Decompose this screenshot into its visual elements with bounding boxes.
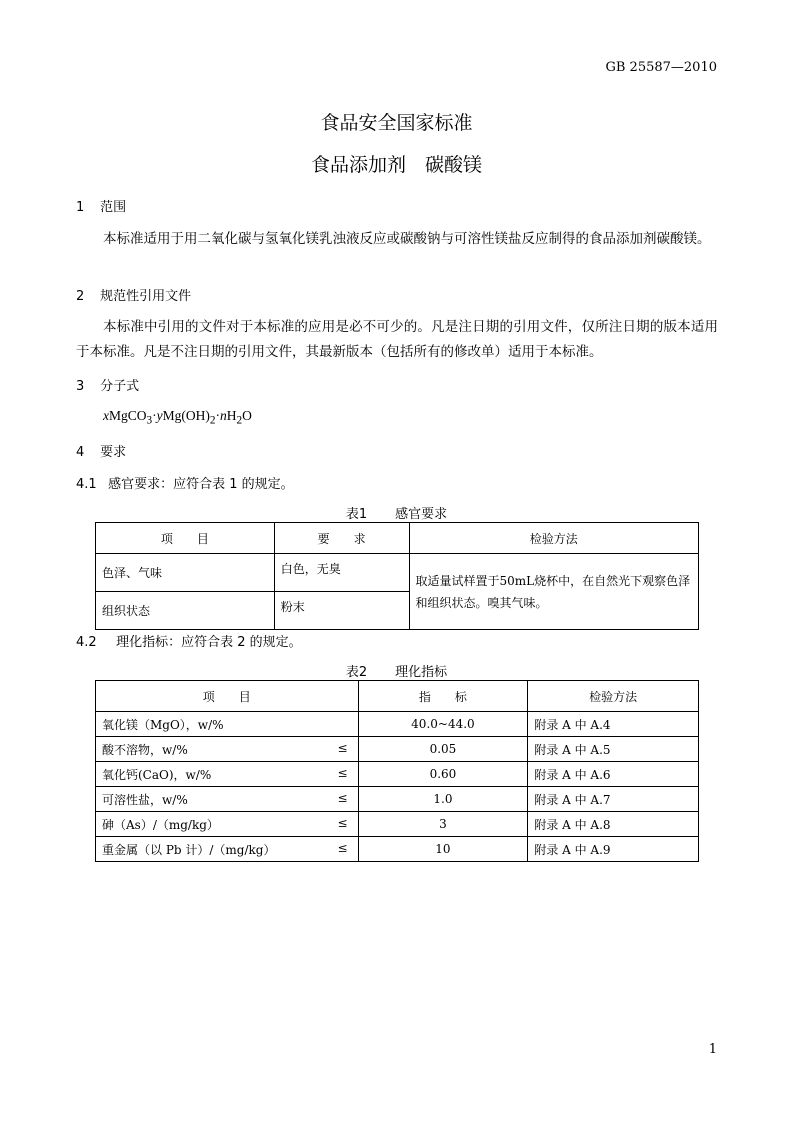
formula-n: n <box>220 408 227 423</box>
caption-title: 理化指标 <box>395 665 448 680</box>
formula-sub: 2 <box>209 414 216 427</box>
row-item <box>96 787 359 812</box>
row-item-label: 氧化镁（MgO），w/% <box>102 717 224 732</box>
section-1-text: 本标准适用于用二氧化碳与氢氧化镁乳浊液反应或碳酸钠与可溶性镁盐反应制得的食品添加剂碳酸镁。 <box>103 231 711 247</box>
row-relation: ≤ <box>337 815 348 830</box>
section-number: 2 <box>76 289 85 304</box>
formula-y: y <box>156 408 163 423</box>
document-title: 食品安全国家标准 <box>320 112 473 134</box>
row-relation: ≤ <box>337 790 348 805</box>
table-header-row <box>96 681 699 712</box>
row-relation: ≤ <box>337 840 348 855</box>
row-method: 取适量试样置于50mL烧杯中，在自然光下观察色泽和组织状态。嗅其气味。 <box>409 554 699 630</box>
table-row <box>96 737 699 762</box>
section-2-text: 本标准中引用的文件对于本标准的应用是必不可少的。凡是注日期的引用文件，仅所注日期的版本适用于本标准。凡是不注日期的引用文件，其最新版本（包括所有的修改单）适用于本标准。 <box>76 319 718 360</box>
table-row <box>96 762 699 787</box>
row-value: 40.0~44.0 <box>358 712 528 737</box>
formula-sub: 2 <box>236 414 243 427</box>
physicochemical-indicators-table <box>95 680 699 862</box>
formula-mgoh: Mg(OH) <box>162 408 210 423</box>
section-title: 要求 <box>100 445 127 460</box>
formula-o: O <box>242 408 252 423</box>
row-requirement: 白色，无臭 <box>274 554 409 592</box>
row-item <box>96 812 359 837</box>
sensory-requirements-table <box>95 522 699 630</box>
row-item-label: 重金属（以 Pb 计）/（mg/kg） <box>102 842 276 857</box>
formula-dot: · <box>215 408 221 423</box>
row-item: 色泽、气味 <box>96 554 275 592</box>
table-header-row <box>96 523 699 554</box>
row-method: 附录 A 中 A.9 <box>528 837 699 862</box>
row-value: 3 <box>358 812 528 837</box>
row-item-label: 可溶性盐，w/% <box>102 792 188 807</box>
section-4-1-heading <box>76 473 294 492</box>
table-row <box>96 787 699 812</box>
row-method: 附录 A 中 A.7 <box>528 787 699 812</box>
section-4-2-heading <box>76 631 302 650</box>
table-row <box>96 812 699 837</box>
table-1-caption <box>0 503 793 522</box>
row-value: 0.05 <box>358 737 528 762</box>
section-4-heading <box>76 441 126 460</box>
section-3-heading <box>76 375 139 394</box>
formula-dot: · <box>152 408 157 423</box>
row-relation: ≤ <box>337 765 348 780</box>
header-item: 项 目 <box>96 681 359 712</box>
row-value: 10 <box>358 837 528 862</box>
header-requirement: 要 求 <box>274 523 409 554</box>
header-method: 检验方法 <box>528 681 699 712</box>
table-row <box>96 712 699 737</box>
formula-x: x <box>103 408 109 423</box>
header-method: 检验方法 <box>409 523 699 554</box>
row-requirement: 粉末 <box>274 592 409 630</box>
row-method: 附录 A 中 A.5 <box>528 737 699 762</box>
row-item-label: 酸不溶物，w/% <box>102 742 188 757</box>
section-title: 分子式 <box>100 379 140 394</box>
row-item <box>96 762 359 787</box>
header-item: 项 目 <box>96 523 275 554</box>
formula-sub: 3 <box>146 414 153 427</box>
section-number: 1 <box>76 200 85 215</box>
section-number: 4.1 <box>76 477 97 492</box>
row-item <box>96 737 359 762</box>
section-number: 4 <box>76 445 85 460</box>
caption-number: 表2 <box>345 665 368 680</box>
formula-mgco: MgCO <box>109 408 147 423</box>
table-row <box>96 837 699 862</box>
row-item <box>96 712 359 737</box>
row-item-label: 氧化钙(CaO)，w/% <box>102 767 212 782</box>
row-method: 附录 A 中 A.6 <box>528 762 699 787</box>
section-title: 理化指标：应符合表 2 的规定。 <box>116 635 302 650</box>
table-2-caption <box>0 661 793 680</box>
section-title: 范围 <box>100 200 127 215</box>
row-method: 附录 A 中 A.8 <box>528 812 699 837</box>
page-number: 1 <box>708 1042 717 1057</box>
row-item: 组织状态 <box>96 592 275 630</box>
standard-code: GB 25587—2010 <box>605 60 717 75</box>
document-subtitle: 食品添加剂 碳酸镁 <box>310 154 482 176</box>
section-1-heading <box>76 196 126 215</box>
molecular-formula <box>103 408 252 427</box>
row-value: 0.60 <box>358 762 528 787</box>
section-number: 3 <box>76 379 85 394</box>
header-indicator: 指 标 <box>358 681 528 712</box>
row-relation: ≤ <box>337 740 348 755</box>
row-item <box>96 837 359 862</box>
table-row <box>96 554 699 592</box>
row-item-label: 砷（As）/（mg/kg） <box>102 817 219 832</box>
formula-h: H <box>226 408 237 423</box>
section-number: 4.2 <box>76 635 97 650</box>
row-value: 1.0 <box>358 787 528 812</box>
section-title: 规范性引用文件 <box>100 289 192 304</box>
section-2-heading <box>76 285 191 304</box>
row-method: 附录 A 中 A.4 <box>528 712 699 737</box>
caption-title: 感官要求 <box>395 507 448 522</box>
section-title: 感官要求：应符合表 1 的规定。 <box>108 477 294 492</box>
caption-number: 表1 <box>345 507 368 522</box>
